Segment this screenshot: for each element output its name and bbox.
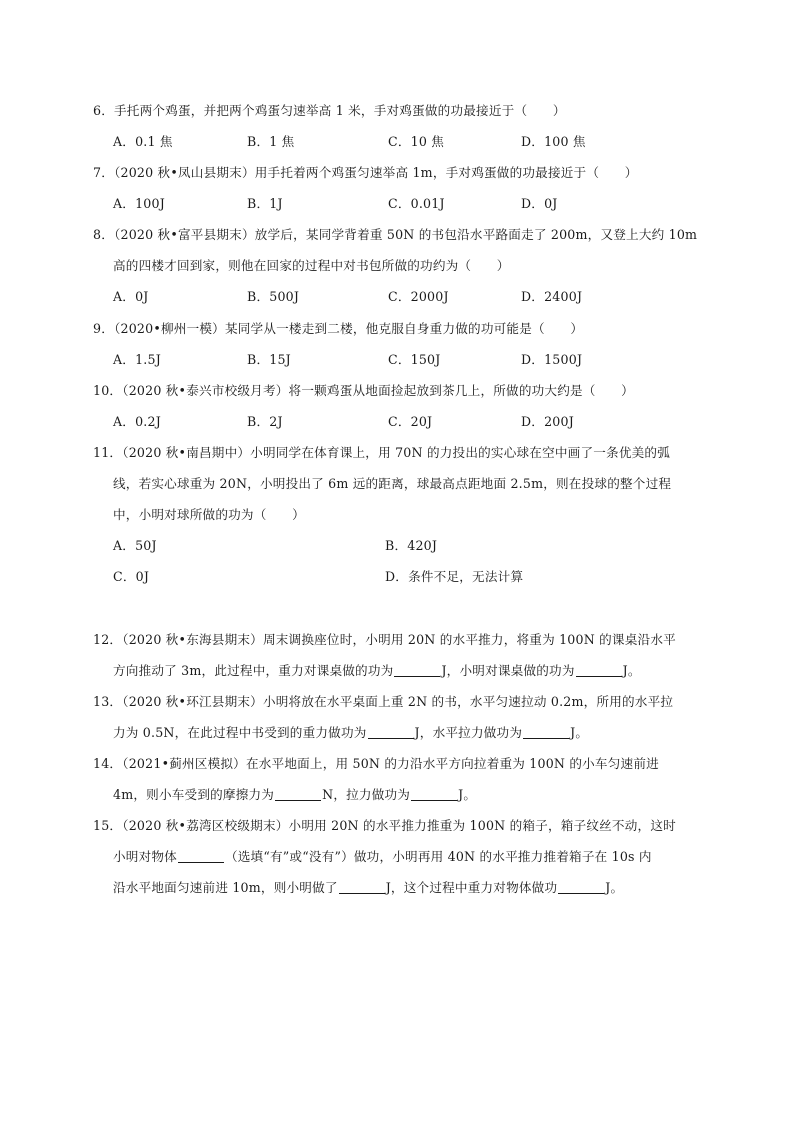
question-text: 14．（2021•蓟州区模拟）在水平地面上，用 50N 的力沿水平方向拉着重为 100N 的小车匀速前进 — [93, 756, 659, 771]
question-text: 线，若实心球重为 20N，小明投出了 6m 远的距离，球最高点距地面 2.5m，则在投球的整个过程 — [113, 476, 672, 491]
option-d: D．条件不足，无法计算 — [385, 569, 524, 584]
options-row — [93, 406, 708, 437]
question-text: 沿水平地面匀速前进 10m，则小明做了 — [113, 880, 338, 895]
question-text: 10．（2020 秋•泰兴市校级月考）将一颗鸡蛋从地面捡起放到茶几上，所做的功大约是（ ） — [93, 383, 634, 398]
option-c: C．20J — [388, 414, 433, 429]
question-text: 15．（2020 秋•荔湾区校级期末）小明用 20N 的水平推力推重为 100N 的箱子，箱子纹丝不动，这时 — [93, 818, 676, 833]
option-b: B．15J — [247, 352, 291, 367]
option-c: C．0J — [113, 569, 150, 584]
question-text: J。 — [605, 880, 624, 895]
answer-blank[interactable] — [523, 724, 569, 739]
options-row — [93, 188, 708, 219]
option-a: A．0.1 焦 — [113, 134, 173, 149]
question-text: 13．（2020 秋•环江县期末）小明将放在水平桌面上重 2N 的书，水平匀速拉动 0.2m，所用的水平拉 — [93, 694, 674, 709]
option-d: D．2400J — [521, 289, 583, 304]
question-11 — [93, 437, 708, 592]
question-13 — [93, 686, 708, 748]
question-text: J。 — [622, 663, 641, 678]
question-text: J。 — [570, 725, 589, 740]
option-a: A．50J — [113, 538, 157, 553]
answer-blank[interactable] — [576, 662, 622, 677]
question-9 — [93, 313, 708, 375]
question-text: 方向推动了 3m，此过程中，重力对课桌做的功为 — [113, 663, 394, 678]
answer-blank[interactable] — [178, 848, 224, 863]
question-text-line — [93, 655, 708, 686]
option-d: D．1500J — [521, 352, 583, 367]
option-d: D．0J — [521, 196, 558, 211]
question-text: J，小明对课桌做的功为 — [441, 663, 575, 678]
question-text: 小明对物体 — [113, 849, 177, 864]
question-12 — [93, 624, 708, 686]
question-7 — [93, 157, 708, 219]
question-text: 11．（2020 秋•南昌期中）小明同学在体育课上，用 70N 的力投出的实心球在空中画了一条优美的弧 — [93, 445, 671, 460]
answer-blank[interactable] — [368, 724, 414, 739]
question-6 — [93, 95, 708, 157]
answer-blank[interactable] — [411, 786, 457, 801]
question-14 — [93, 748, 708, 810]
option-b: B．420J — [385, 538, 438, 553]
question-text: 12．（2020 秋•东海县期末）周末调换座位时，小明用 20N 的水平推力，将重为 100N 的课桌沿水平 — [93, 632, 676, 647]
question-8 — [93, 219, 708, 312]
options-row — [93, 126, 708, 157]
question-text: 力为 0.5N，在此过程中书受到的重力做功为 — [113, 725, 367, 740]
options-row — [93, 530, 708, 561]
answer-blank[interactable] — [339, 879, 385, 894]
question-text: J，水平拉力做功为 — [414, 725, 523, 740]
question-text-line — [93, 717, 708, 748]
question-text-line — [93, 779, 708, 810]
question-text: N，拉力做功为 — [322, 787, 411, 802]
option-a: A．100J — [113, 196, 165, 211]
question-text: 中，小明对球所做的功为（ ） — [113, 507, 305, 522]
option-c: C．10 焦 — [388, 134, 445, 149]
option-d: D．200J — [521, 414, 574, 429]
question-15 — [93, 810, 708, 903]
options-row — [93, 561, 708, 592]
question-text-line — [93, 872, 708, 903]
question-text: 高的四楼才回到家，则他在回家的过程中对书包所做的功约为（ ） — [113, 258, 510, 273]
option-c: C．2000J — [388, 289, 449, 304]
option-a: A．1.5J — [113, 352, 161, 367]
answer-blank[interactable] — [558, 879, 604, 894]
options-row — [93, 344, 708, 375]
answer-blank[interactable] — [394, 662, 440, 677]
option-a: A．0J — [113, 289, 149, 304]
options-row — [93, 281, 708, 312]
option-c: C．150J — [388, 352, 441, 367]
option-b: B．500J — [247, 289, 300, 304]
answer-blank[interactable] — [275, 786, 321, 801]
option-a: A．0.2J — [113, 414, 161, 429]
question-text: （选填“有”或“没有”）做功，小明再用 40N 的水平推力推着箱子在 10s 内 — [224, 849, 652, 864]
question-text: J。 — [458, 787, 477, 802]
option-d: D．100 焦 — [521, 134, 586, 149]
option-c: C．0.01J — [388, 196, 445, 211]
option-b: B．1 焦 — [247, 134, 295, 149]
option-b: B．2J — [247, 414, 283, 429]
question-text: 6．手托两个鸡蛋，并把两个鸡蛋匀速举高 1 米，手对鸡蛋做的功最接近于（ ） — [93, 103, 566, 118]
question-text: 4m，则小车受到的摩擦力为 — [113, 787, 275, 802]
option-b: B．1J — [247, 196, 283, 211]
question-text: 8．（2020 秋•富平县期末）放学后，某同学背着重 50N 的书包沿水平路面走了 200m，又登上大约 10m — [93, 227, 698, 242]
question-text: 7．（2020 秋•凤山县期末）用手托着两个鸡蛋匀速举高 1m，手对鸡蛋做的功最接近于（ ） — [93, 165, 638, 180]
question-10 — [93, 375, 708, 437]
question-text-line — [93, 841, 708, 872]
question-text: J，这个过程中重力对物体做功 — [385, 880, 558, 895]
question-text: 9．（2020•柳州一模）某同学从一楼走到二楼，他克服自身重力做的功可能是（ ） — [93, 321, 584, 336]
